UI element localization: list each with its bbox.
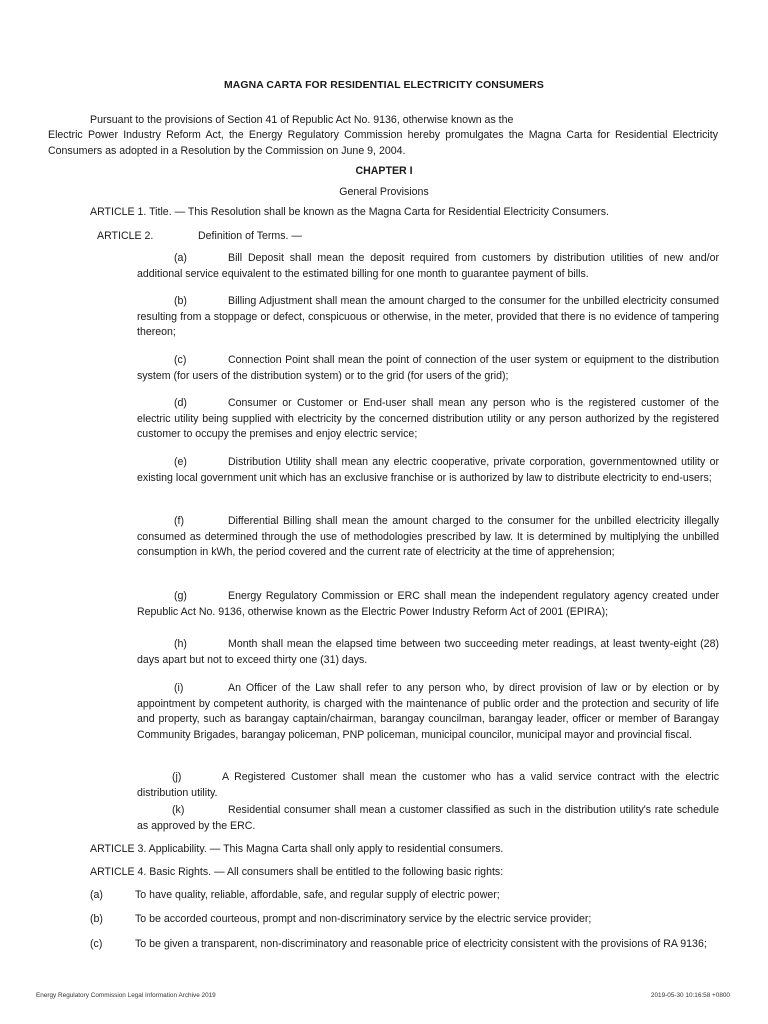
definition-c: Connection Point shall mean the point of connection of the user system or equipment to the distribution system (for users of the distribution system) or to the grid (for users of the grid);: [137, 354, 719, 382]
footer-timestamp: 2019-05-30 10:16:58 +0800: [650, 992, 730, 999]
intro-first-line: Pursuant to the provisions of Section 41 of Republic Act No. 9136, otherwise known as the: [90, 114, 514, 126]
definition-e-label: (e): [174, 456, 187, 468]
definition-h-label: (h): [174, 638, 187, 650]
article-4: ARTICLE 4. Basic Rights. — All consumers shall be entitled to the following basic rights:: [90, 866, 504, 878]
definition-a-label: (a): [174, 252, 187, 264]
definition-b: Billing Adjustment shall mean the amount charged to the consumer for the unbilled electricity consumed resulting from a stoppage or defect, conspicuous or otherwise, in the meter, provided that there is no evidence of tampering thereon;: [137, 295, 719, 339]
definition-d-label: (d): [174, 397, 187, 409]
definition-f-label: (f): [174, 515, 184, 527]
definition-j-label: (j): [172, 771, 182, 783]
definition-k-label: (k): [172, 804, 185, 816]
article-1: ARTICLE 1. Title. — This Resolution shall be known as the Magna Carta for Residential Electricity Consumers.: [90, 206, 609, 218]
definition-k: Residential consumer shall mean a customer classified as such in the distribution utility's rate schedule as approved by the ERC.: [137, 804, 719, 832]
chapter-heading: CHAPTER I: [355, 165, 413, 177]
definition-e: Distribution Utility shall mean any electric cooperative, private corporation, governmentowned utility or existing local government unit which has an exclusive franchise or is authorized by law to distribute electricity to end-users;: [137, 456, 719, 484]
definition-d: Consumer or Customer or End-user shall mean any person who is the registered customer of the electric utility being supplied with electricity by the concerned distribution utility or any person authorized by the registered customer to occupy the premises and enjoy electric service;: [137, 397, 719, 441]
right-c: To be given a transparent, non-discriminatory and reasonable price of electricity consistent with the provisions of RA 9136;: [135, 938, 707, 950]
definition-g-label: (g): [174, 590, 187, 602]
right-a-label: (a): [90, 889, 103, 901]
definition-f: Differential Billing shall mean the amount charged to the consumer for the unbilled electricity illegally consumed as determined through the use of methodologies prescribed by law. It is determined by multiplying the unbilled consumption in kWh, the period covered and the current rate of electricity at the time of apprehension;: [137, 515, 719, 559]
footer-archive-label: Energy Regulatory Commission Legal Information Archive 2019: [36, 992, 216, 999]
article-3: ARTICLE 3. Applicability. — This Magna Carta shall only apply to residential consumers.: [90, 843, 504, 855]
definition-g: Energy Regulatory Commission or ERC shall mean the independent regulatory agency created under Republic Act No. 9136, otherwise known as the Electric Power Industry Reform Act of 2001 (EPIRA);: [137, 590, 719, 618]
article-2-label: ARTICLE 2.: [97, 230, 154, 242]
right-b: To be accorded courteous, prompt and non-discriminatory service by the electric service provider;: [135, 913, 592, 925]
document-title: MAGNA CARTA FOR RESIDENTIAL ELECTRICITY CONSUMERS: [224, 80, 544, 91]
right-c-label: (c): [90, 938, 103, 950]
chapter-title: General Provisions: [339, 186, 429, 198]
definition-b-label: (b): [174, 295, 187, 307]
definition-i: An Officer of the Law shall refer to any person who, by direct provision of law or by election or by appointment by competent authority, is charged with the maintenance of public order and the protection and security of life and property, such as barangay captain/chairman, barangay councilman, barangay leader, officer or member of Barangay Community Brigades, barangay policeman, PNP policeman, municipal councilor, municipal mayor and provincial fiscal.: [137, 682, 719, 741]
definition-a: Bill Deposit shall mean the deposit required from customers by distribution utilities of new and/or additional service equivalent to the estimated billing for one month to guarantee payment of bills.: [137, 252, 719, 280]
definition-j: A Registered Customer shall mean the customer who has a valid service contract with the electric distribution utility.: [137, 771, 719, 799]
right-a: To have quality, reliable, affordable, safe, and regular supply of electric power;: [135, 889, 500, 901]
definition-h: Month shall mean the elapsed time between two succeeding meter readings, at least twenty-eight (28) days apart but not to exceed thirty one (31) days.: [137, 638, 719, 666]
intro-text: Electric Power Industry Reform Act, the Energy Regulatory Commission hereby promulgates the Magna Carta for Residential Electricity Consumers as adopted in a Resolution by the Commission on June 9, 2004.: [48, 129, 718, 157]
intro-paragraph: [48, 128, 718, 159]
definition-i-label: (i): [174, 682, 184, 694]
right-b-label: (b): [90, 913, 103, 925]
definition-c-label: (c): [174, 354, 187, 366]
article-2-heading: Definition of Terms. —: [198, 230, 303, 242]
